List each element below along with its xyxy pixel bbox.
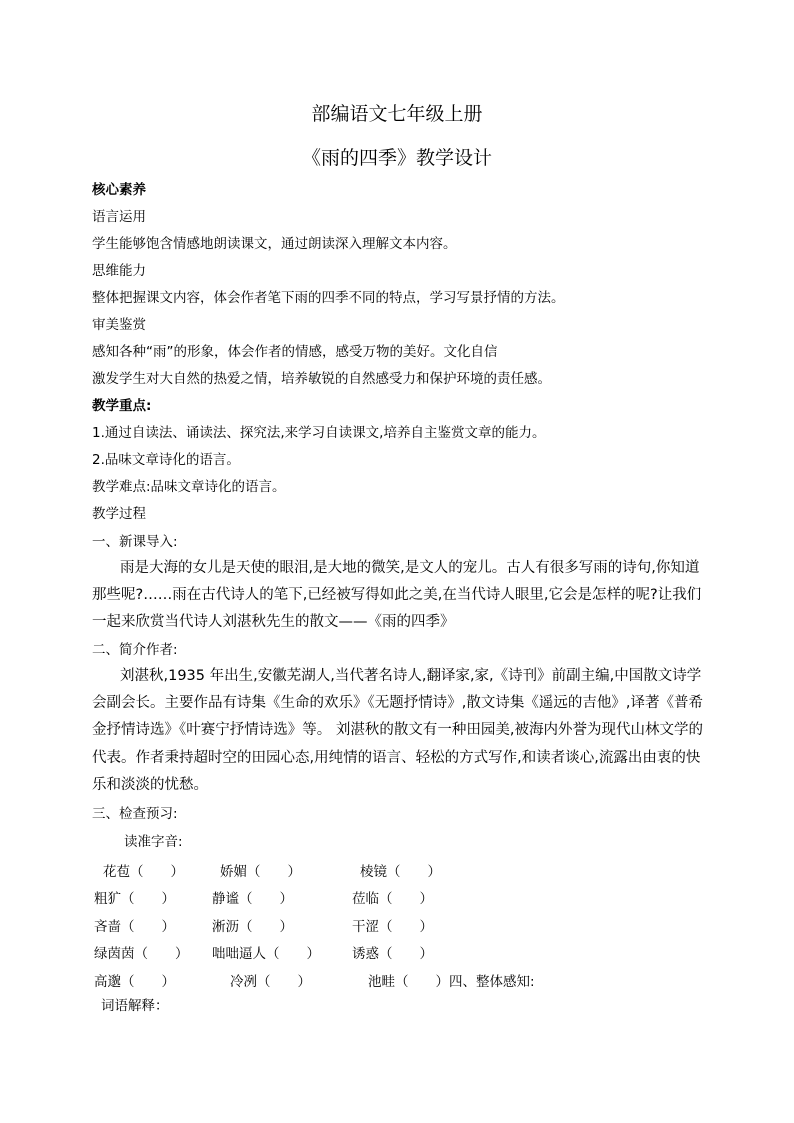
word-item: 棱镜（ ） [360, 864, 441, 880]
word-item: 粗犷（ ） [94, 891, 175, 907]
heading-key: 教学重点: [92, 398, 152, 414]
vocab-label: 词语解释： [101, 998, 169, 1014]
word-item: 诱惑（ ） [352, 946, 433, 962]
difficulty: 教学难点:品味文章诗化的语言。 [92, 479, 286, 495]
key-point-2: 2.品味文章诗化的语言。 [92, 452, 240, 468]
word-item: 高邈（ ） [94, 974, 175, 990]
word-item: 咄咄逼人（ ） [212, 946, 320, 962]
heading-process: 教学过程 [92, 506, 146, 522]
heading-intro: 一、新课导入: [92, 534, 178, 550]
pronounce-label: 读准字音: [124, 834, 183, 850]
heading-aes: 审美鉴赏 [92, 317, 146, 333]
document-subtitle: 《雨的四季》教学设计 [301, 147, 492, 169]
text-lang: 学生能够饱含情感地朗读课文，通过朗读深入理解文本内容。 [92, 236, 457, 252]
word-item: 花苞（ ） [103, 864, 184, 880]
document-title: 部编语文七年级上册 [311, 103, 483, 125]
heading-core: 核心素养 [92, 182, 146, 198]
word-item: 吝啬（ ） [94, 919, 175, 935]
heading-preview: 三、检查预习: [92, 806, 178, 822]
key-point-1: 1.通过自读法、诵读法、探究法,来学习自读课文,培养自主鉴赏文章的能力。 [92, 425, 546, 441]
text-aes: 感知各种“雨”的形象，体会作者的情感，感受万物的美好。文化自信 [92, 344, 498, 360]
text-think: 整体把握课文内容，体会作者笔下雨的四季不同的特点，学习写景抒情的方法。 [92, 290, 565, 306]
word-item: 莅临（ ） [352, 891, 433, 907]
word-item: 干涩（ ） [352, 919, 433, 935]
word-item: 淅沥（ ） [212, 919, 293, 935]
heading-think: 思维能力 [92, 263, 146, 279]
word-item: 池畦（ ）四、整体感知: [368, 974, 535, 990]
author-paragraph: 刘湛秋,1935 年出生,安徽芜湖人,当代著名诗人,翻译家,家,《诗刊》前副主编,中国散文诗学会副会长。主要作品有诗集《生命的欢乐》《无题抒情诗》,散文诗集《遥远的吉他》,译著《普希金抒情诗选》《叶赛宁抒情诗选》等。 刘湛秋的散文有一种田园美,被海内外誉为现代山林文学的代表。作者秉持超时空的田园心态,用纯情的语言、轻松的方式写作,和读者谈心,流露出由衷的快乐和淡淡的忧愁。 [92, 668, 703, 793]
heading-lang: 语言运用 [92, 209, 146, 225]
heading-author: 二、简介作者: [92, 642, 178, 658]
word-item: 绿茵茵（ ） [94, 946, 189, 962]
word-item: 冷冽（ ） [230, 974, 311, 990]
word-item: 静谧（ ） [212, 891, 293, 907]
text-culture: 激发学生对大自然的热爱之情，培养敏锐的自然感受力和保护环境的责任感。 [92, 371, 551, 387]
intro-paragraph: 雨是大海的女儿是天使的眼泪,是大地的微笑,是文人的宠儿。古人有很多写雨的诗句,你知道那些呢?……雨在古代诗人的笔下,已经被写得如此之美,在当代诗人眼里,它会是怎样的呢?让我们一起来欣赏当代诗人刘湛秋先生的散文——《雨的四季》 [92, 560, 702, 631]
word-item: 娇媚（ ） [220, 864, 301, 880]
